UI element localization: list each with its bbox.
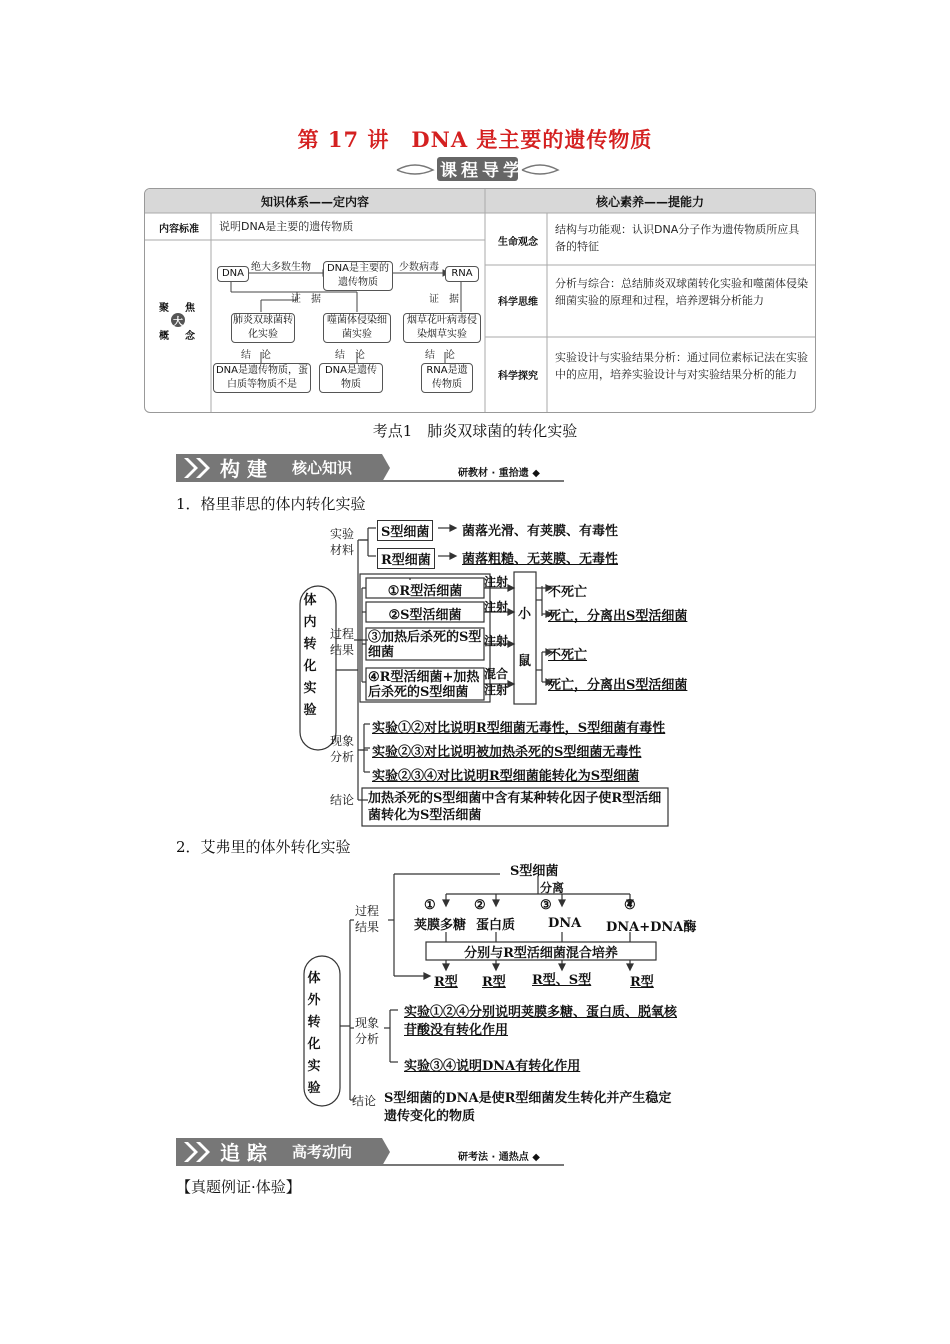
outcome-4: 死亡，分离出S型活细菌: [548, 678, 688, 693]
banner-track-tag: 研考法 · 通热点 ◆: [458, 1152, 540, 1163]
competency-text-1: 结构与功能观：认识DNA分子作为遗传物质所应具备的特征: [555, 223, 800, 253]
analysis-3: 实验②③④对比说明R型细菌能转化为S型细菌: [372, 769, 640, 784]
d2-result-4: R型: [630, 975, 654, 990]
guide-label: 课程导学: [440, 161, 524, 181]
bottom-label: 【真题例证·体验】: [176, 1178, 301, 1196]
exp2-box: 噬菌体侵染细菌实验: [323, 313, 391, 343]
mouse-char-2: 鼠: [518, 654, 532, 669]
d1-root-char: 化: [303, 659, 317, 674]
d1-root-char: 内: [303, 615, 317, 630]
banner-build-sub: 核心知识: [292, 459, 353, 477]
d2-mix: 分别与R型活细菌混合培养: [464, 946, 618, 961]
banner-track-main: 追 踪: [220, 1141, 267, 1165]
d2-result-1: R型: [434, 975, 458, 990]
d2-root-char: 体: [307, 971, 321, 986]
exp-2: ②S型活细菌: [388, 608, 462, 623]
diagram1-root: [300, 590, 320, 722]
conclusion-label-1: 结 论: [241, 350, 271, 361]
process-label: 过程结果: [330, 627, 355, 657]
conclusion-label: 结论: [330, 793, 355, 807]
exp3-box: 烟草花叶病毒侵染烟草实验: [403, 313, 481, 343]
rna-box: RNA: [445, 266, 479, 282]
outcome-2: 死亡，分离出S型活细菌: [548, 609, 688, 624]
main-genetic-box: DNA是主要的遗传物质: [323, 261, 393, 291]
d2-num-4: ④: [624, 898, 636, 913]
r-type-box: R型细菌: [377, 548, 435, 569]
d2-root-char: 化: [307, 1037, 321, 1052]
concept-label-3: 大: [173, 317, 183, 328]
d2-result-2: R型: [482, 975, 506, 990]
d1-root-char: 实: [303, 681, 317, 696]
topic-heading: 考点1 肺炎双球菌的转化实验: [372, 422, 578, 440]
d2-num-1: ①: [424, 898, 436, 913]
competency-text-2: 分析与综合：总结肺炎双球菌转化实验和噬菌体侵染细菌实验的原理和过程，培养逻辑分析能力: [555, 277, 808, 307]
d2-num-2: ②: [474, 898, 486, 913]
d2-root-char: 实: [307, 1059, 321, 1074]
conclusion-label-3: 结 论: [425, 350, 455, 361]
conclusion-label-2: 结 论: [335, 350, 365, 361]
diagram2-root: [304, 968, 324, 1100]
d2-comp-3: DNA: [548, 916, 582, 931]
d2-s-type: S型细菌: [510, 864, 559, 879]
competency-label-2: 科学思维: [498, 297, 538, 308]
d1-root-char: 转: [303, 637, 317, 652]
banner-build-tag: 研教材 · 重拾遗 ◆: [458, 468, 540, 479]
d2-separate: 分离: [540, 881, 565, 895]
d2-result-3: R型、S型: [532, 973, 592, 988]
res1-box: DNA是遗传物质，蛋白质等物质不是: [213, 363, 311, 393]
competency-text-3: 实验设计与实验结果分析：通过同位素标记法在实验中的应用，培养实验设计与对实验结果分析的能力: [555, 351, 808, 381]
dna-box: DNA: [217, 266, 249, 282]
d1-root-char: 体: [303, 593, 317, 608]
d2-comp-1: 荚膜多糖: [414, 918, 467, 933]
competency-label-1: 生命观念: [498, 237, 538, 248]
analysis-2: 实验②③对比说明被加热杀死的S型细菌无毒性: [372, 745, 642, 760]
concept-label-1: 聚: [159, 303, 169, 314]
evidence-label-2: 证 据: [429, 294, 459, 305]
d2-root-char: 验: [307, 1081, 321, 1096]
evidence-label-1: 证 据: [291, 294, 321, 305]
analysis-1: 实验①②对比说明R型细菌无毒性，S型细菌有毒性: [372, 721, 666, 736]
banner-build-main: 构 建: [220, 457, 267, 481]
analysis-label: 现象分析: [330, 734, 355, 764]
res2-box: DNA是遗传物质: [319, 363, 383, 393]
d1-root-char: 验: [303, 703, 317, 718]
most-organisms-label: 绝大多数生物: [251, 262, 311, 273]
materials-label: 实验材料: [330, 527, 355, 557]
conclusion-text: 加热杀死的S型细菌中含有某种转化因子使R型活细菌转化为S型活细菌: [368, 791, 662, 823]
concept-label-4: 概: [159, 331, 169, 342]
exp1-box: 肺炎双球菌转化实验: [231, 313, 295, 343]
left-header: 知识体系——定内容: [260, 195, 369, 209]
inject-4: 混合注射: [484, 667, 509, 697]
inject-2: 注射: [484, 600, 509, 614]
concept-label-2: 焦: [185, 303, 195, 314]
exp-3: ③加热后杀死的S型细菌: [368, 630, 482, 660]
d2-process-label: 过程结果: [355, 904, 380, 934]
d2-root-char: 外: [307, 993, 321, 1008]
page-title: 第 17 讲 DNA 是主要的遗传物质: [297, 127, 653, 152]
d2-conclusion-text: S型细菌的DNA是使R型细菌发生转化并产生稳定遗传变化的物质: [384, 1091, 672, 1124]
d2-analysis-1: 实验①②④分别说明荚膜多糖、蛋白质、脱氧核苷酸没有转化作用: [404, 1005, 678, 1038]
r-type-desc: 菌落粗糙、无荚膜、无毒性: [462, 552, 619, 567]
summary-table: [144, 188, 816, 413]
exp-1: ①R型活细菌: [387, 584, 463, 599]
mouse-char-1: 小: [518, 607, 532, 622]
d2-conclusion-label: 结论: [352, 1094, 377, 1108]
banner-track-sub: 高考动向: [292, 1143, 353, 1161]
concept-label-5: 念: [185, 331, 195, 342]
content-standard-label: 内容标准: [159, 224, 199, 235]
right-header: 核心素养——提能力: [595, 195, 704, 209]
d2-num-3: ③: [540, 898, 552, 913]
d2-comp-4: DNA+DNA酶: [606, 920, 697, 935]
s-type-box: S型细菌: [377, 520, 433, 541]
d2-analysis-2: 实验③④说明DNA有转化作用: [404, 1059, 581, 1074]
d2-comp-2: 蛋白质: [476, 918, 516, 933]
exp-4: ④R型活细菌+加热后杀死的S型细菌: [368, 670, 480, 700]
outcome-1: 不死亡: [548, 585, 588, 600]
d2-analysis-label: 现象分析: [355, 1016, 380, 1046]
content-standard-text: 说明DNA是主要的遗传物质: [219, 220, 354, 233]
inject-1: 注射: [484, 575, 509, 589]
section-2-title: 2．艾弗里的体外转化实验: [176, 838, 351, 856]
outcome-3: 不死亡: [548, 648, 588, 663]
competency-label-3: 科学探究: [498, 371, 538, 382]
res3-box: RNA是遗传物质: [421, 363, 473, 393]
section-1-title: 1．格里菲思的体内转化实验: [176, 495, 366, 513]
d2-root-char: 转: [307, 1015, 321, 1030]
few-viruses-label: 少数病毒: [399, 262, 439, 273]
s-type-desc: 菌落光滑、有荚膜、有毒性: [462, 524, 619, 539]
inject-3: 注射: [484, 634, 509, 648]
